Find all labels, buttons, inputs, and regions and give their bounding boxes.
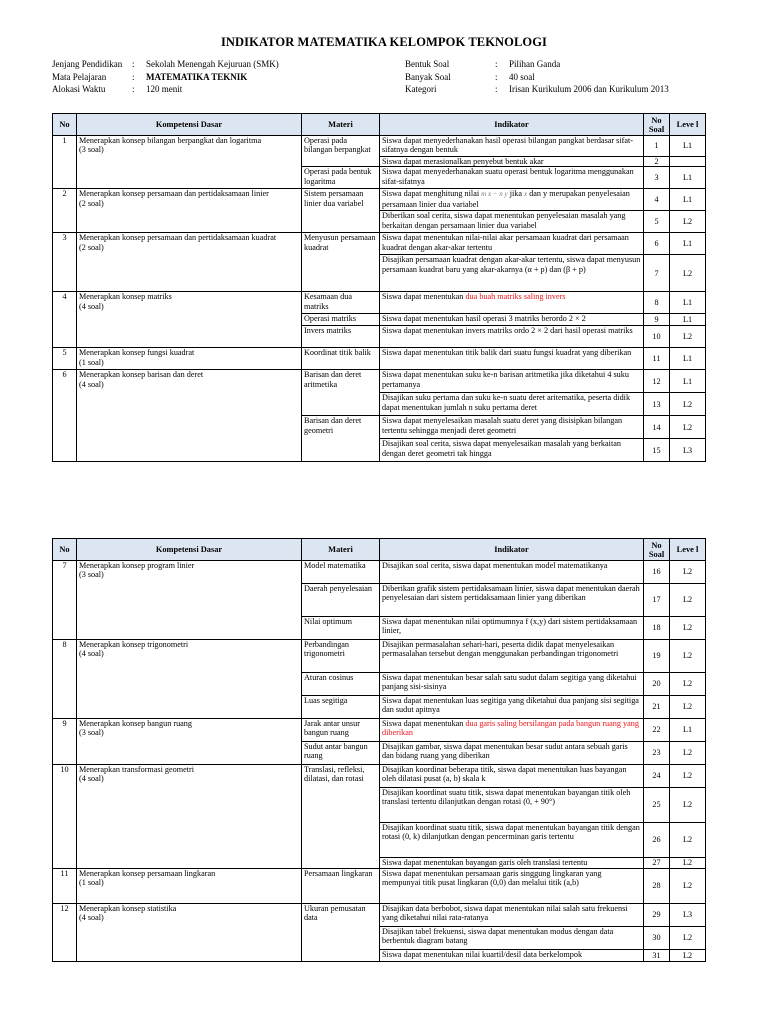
no-soal-cell: 11 [644,348,670,370]
no-soal-cell: 10 [644,326,670,348]
kd-count: (4 soal) [79,379,104,389]
indikator-cell: Siswa dapat menyederhanakan hasil operasi bilangan pangkat berdasar sifat-sifatnya dengan bentuk [380,136,644,157]
table-row [53,561,706,584]
header-materi: Materi [302,539,380,561]
level-cell: L1 [670,136,706,157]
indikator-text: Siswa dapat menentukan [382,719,464,728]
kd-number: 12 [53,904,77,962]
level-cell: L3 [670,439,706,462]
indikator-cell: Siswa dapat menyelesaikan masalah suatu deret yang disisipkan bilangan tertentu sehingga menjadi deret geometri [380,416,644,439]
kd-text: Menerapkan konsep persamaan dan pertidaksamaan kuadrat [79,233,277,243]
meta-value: MATEMATIKA TEKNIK [146,71,248,82]
indikator-cell: Disajikan persamaan kuadrat dengan akar-akar tertentu, siswa dapat menyusun persamaan kuadrat baru yang akar-akarnya (α + p) dan (β + p) [380,255,644,292]
meta-colon: : [495,84,498,94]
meta-row [52,58,279,71]
no-soal-cell: 4 [644,189,670,211]
meta-key: Banyak Soal [405,71,451,82]
no-soal-cell: 14 [644,416,670,439]
table-row [53,869,706,904]
header-materi: Materi [302,114,380,136]
indikator-cell: Disajikan koordinat suatu titik, siswa dapat menentukan bayangan titik dengan rotasi (0, k) dilanjutkan dengan pencerminan garis tertentu [380,823,644,858]
indikator-cell [380,189,644,211]
meta-colon: : [132,84,135,94]
indikator-cell: Disajikan koordinat suatu titik, siswa dapat menentukan bayangan titik oleh translasi tertentu dilanjutkan dengan rotasi (0, + 90°) [380,788,644,823]
indikator-cell: Siswa dapat menentukan invers matriks ordo 2 × 2 dari hasil operasi matriks [380,326,644,348]
no-soal-cell: 18 [644,617,670,640]
materi-cell: Operasi pada bilangan berpangkat [302,136,380,167]
level-cell: L2 [670,326,706,348]
meta-value: Pilihan Ganda [509,59,561,69]
indikator-cell: Siswa dapat menentukan luas segitiga yang diketahui dua panjang sisi segitiga dan sudut apitnya [380,696,644,719]
materi-cell: Daerah penyelesaian [302,584,380,617]
level-cell: L1 [670,370,706,393]
meta-key: Jenjang Pendidikan [52,59,123,69]
no-soal-cell: 12 [644,370,670,393]
no-soal-cell: 15 [644,439,670,462]
indikator-cell: Disajikan soal cerita, siswa dapat menyelesaikan masalah yang berkaitan dengan deret geometri tak hingga [380,439,644,462]
level-cell: L2 [670,255,706,292]
kd-number: 7 [53,561,77,640]
kd-text: Menerapkan konsep statistika [79,904,177,913]
meta-value: 40 soal [509,71,535,82]
no-soal-cell: 29 [644,904,670,927]
meta-row [405,83,669,96]
kd-text: Menerapkan konsep bilangan berpangkat dan logaritma [79,136,262,145]
meta-colon: : [132,59,135,69]
indikator-cell: Siswa dapat menentukan nilai kuartil/desil data berkelompok [380,950,644,962]
table-row [53,904,706,927]
kd-cell [77,348,302,370]
table-row [53,640,706,673]
table-row [53,719,706,742]
level-cell: L3 [670,904,706,927]
kd-text: Menerapkan konsep fungsi kuadrat [79,348,195,358]
kd-count: (4 soal) [79,774,104,784]
indikator-cell: Siswa dapat menentukan nilai-nilai akar persamaan kuadrat dari persamaan kuadrat dengan akar-akar tertentu [380,233,644,255]
indikator-cell: Siswa dapat menentukan nilai optimumnya f (x,y) dari sistem pertidaksamaan linier, [380,617,644,640]
materi-cell: Sudut antar bangun ruang [302,742,380,765]
no-soal-cell: 1 [644,136,670,157]
materi-cell: Translasi, refleksi, dilatasi, dan rotasi [302,765,380,869]
no-soal-cell: 3 [644,167,670,189]
materi-cell: Ukuran pemusatan data [302,904,380,962]
table-row [53,765,706,788]
header-indikator: Indikator [380,539,644,561]
table-row [53,233,706,255]
materi-cell: Luas segitiga [302,696,380,719]
kd-text: Menerapkan konsep trigonometri [79,640,189,649]
table-header-row [53,114,706,136]
table-row [53,370,706,393]
kd-cell [77,719,302,765]
meta-value: Irisan Kurikulum 2006 dan Kurikulum 2013 [509,84,669,94]
no-soal-cell: 23 [644,742,670,765]
indikator-cell [380,292,644,314]
no-soal-cell: 19 [644,640,670,673]
meta-key: Bentuk Soal [405,59,450,69]
kd-number: 8 [53,640,77,719]
indikator-cell: Disajikan koordinat beberapa titik, siswa dapat menentukan luas bayangan oleh dilatasi pusat (a, b) skala k [380,765,644,788]
kd-count: (2 soal) [79,242,104,252]
level-cell: L1 [670,314,706,326]
meta-value: Sekolah Menengah Kejuruan (SMK) [146,59,279,69]
kd-text: Menerapkan konsep matriks [79,292,172,302]
indikator-cell: Disajikan tabel frekuensi, siswa dapat menentukan modus dengan data berbentuk diagram batang [380,927,644,950]
indikator-cell [380,719,644,742]
materi-cell: Operasi pada bentuk logaritma [302,167,380,189]
level-cell: L2 [670,869,706,904]
materi-cell: Kesamaan dua matriks [302,292,380,314]
no-soal-cell: 21 [644,696,670,719]
level-cell: L2 [670,950,706,962]
kd-cell [77,640,302,719]
level-cell: L2 [670,617,706,640]
kd-cell [77,136,302,189]
indikator-cell: Disajikan permasalahan sehari-hari, peserta didik dapat menyelesaikan permasalahan tersebut dengan menggunakan perbandingan trigonometri [380,640,644,673]
kd-cell [77,233,302,292]
table-row [53,348,706,370]
kd-number: 2 [53,189,77,233]
header-kompetensi: Kompetensi Dasar [77,114,302,136]
no-soal-cell: 28 [644,869,670,904]
indikator-cell: Siswa dapat menentukan persamaan garis singgung lingkaran yang mempunyai titik pusat lingkaran (0,0) dan melalui titik (a,b) [380,869,644,904]
materi-cell: Operasi matriks [302,314,380,326]
meta-key: Kategori [405,84,437,94]
header-level: Leve l [670,114,706,136]
level-cell: L2 [670,393,706,416]
indikator-cell: Disajikan gambar, siswa dapat menentukan besar sudut antara sebuah garis dan bidang ruang yang diberikan [380,742,644,765]
kd-text: Menerapkan transformasi geometri [79,765,195,774]
no-soal-cell: 7 [644,255,670,292]
header-kompetensi: Kompetensi Dasar [77,539,302,561]
materi-cell: Jarak antar unsur bangun ruang [302,719,380,742]
level-cell: L2 [670,640,706,673]
no-soal-cell: 25 [644,788,670,823]
indikator-cell: Diberikan grafik sistem pertidaksamaan linier, siswa dapat menentukan daerah penyelesaian dari sistem pertidaksamaan linier yang diberikan [380,584,644,617]
no-soal-cell: 2 [644,157,670,167]
materi-cell: Aturan cosinus [302,673,380,696]
indikator-text: Siswa dapat menghitung nilai [382,189,480,199]
level-cell: L1 [670,292,706,314]
no-soal-cell: 5 [644,211,670,233]
kd-count: (4 soal) [79,913,104,923]
level-cell: L2 [670,211,706,233]
no-soal-cell: 26 [644,823,670,858]
no-soal-cell: 13 [644,393,670,416]
level-cell: L2 [670,858,706,869]
indikator-cell: Siswa dapat menentukan titik balik dari suatu fungsi kuadrat yang diberikan [380,348,644,370]
materi-cell: Koordinat titik balik [302,348,380,370]
level-cell: L2 [670,765,706,788]
meta-row [52,83,279,96]
meta-row [405,71,669,84]
no-soal-cell: 27 [644,858,670,869]
header-no-soal: No Soal [644,114,670,136]
level-cell: L2 [670,823,706,858]
kd-number: 3 [53,233,77,292]
level-cell: L2 [670,696,706,719]
no-soal-cell: 30 [644,927,670,950]
level-cell: L2 [670,673,706,696]
header-no-soal: No Soal [644,539,670,561]
kd-text: Menerapkan konsep persamaan dan pertidaksamaan linier [79,189,269,199]
indikator-cell: Siswa dapat menyederhanakan suatu operasi bentuk logaritma menggunakan sifat-sifatnya [380,167,644,189]
kd-number: 6 [53,370,77,462]
kd-count: (2 soal) [79,198,104,208]
level-cell: L1 [670,233,706,255]
no-soal-cell: 24 [644,765,670,788]
no-soal-cell: 9 [644,314,670,326]
indikator-text: dan y merupakan penyelesaian persamaan linier dua variabel [382,189,630,209]
kd-number: 9 [53,719,77,765]
no-soal-cell: 17 [644,584,670,617]
meta-row [52,71,279,84]
kd-text: Menerapkan konsep bangun ruang [79,719,192,728]
kd-count: (1 soal) [79,357,104,367]
header-indikator: Indikator [380,114,644,136]
meta-colon: : [495,59,498,69]
indikator-cell: Siswa dapat menentukan suku ke-n barisan aritmetika jika diketahui 4 suku pertamanya [380,370,644,393]
meta-value: 120 menit [146,84,183,94]
kd-count: (3 soal) [79,728,104,738]
table-row [53,136,706,157]
materi-cell: Sistem persamaan linier dua variabel [302,189,380,233]
level-cell: L1 [670,719,706,742]
no-soal-cell: 22 [644,719,670,742]
level-cell: L2 [670,584,706,617]
indikator-cell: Disajikan soal cerita, siswa dapat menentukan model matematikanya [380,561,644,584]
meta-key: Mata Pelajaran [52,71,107,82]
header-no: No [53,114,77,136]
indikator-cell: Siswa dapat menentukan besar salah satu sudut dalam segitiga yang diketahui panjang sisi-sisinya [380,673,644,696]
indicator-table-2 [52,538,706,962]
kd-number: 10 [53,765,77,869]
meta-right [405,58,669,96]
materi-cell: Perbandingan trigonometri [302,640,380,673]
materi-cell: Barisan dan deret geometri [302,416,380,462]
table-row [53,189,706,211]
highlight-text: dua buah matriks saling invers [465,292,566,302]
meta-left [52,58,279,96]
math-expression: m x − n y [481,190,508,199]
kd-count: (3 soal) [79,145,104,155]
indikator-cell: Siswa dapat menentukan bayangan garis oleh translasi tertentu [380,858,644,869]
kd-count: (4 soal) [79,649,104,659]
level-cell: L1 [670,167,706,189]
level-cell: L2 [670,561,706,584]
level-cell: L1 [670,348,706,370]
table-row [53,292,706,314]
level-cell: L2 [670,788,706,823]
kd-cell [77,869,302,904]
materi-cell: Nilai optimum [302,617,380,640]
no-soal-cell: 20 [644,673,670,696]
kd-cell [77,765,302,869]
kd-cell [77,370,302,462]
level-cell: L1 [670,189,706,211]
meta-colon: : [495,71,498,82]
no-soal-cell: 8 [644,292,670,314]
highlight-text: dua garis saling bersilangan pada bangun ruang yang diberikan [382,719,639,738]
level-cell: L2 [670,742,706,765]
meta-colon: : [132,71,135,82]
header-no: No [53,539,77,561]
kd-number: 5 [53,348,77,370]
kd-text: Menerapkan konsep barisan dan deret [79,370,204,380]
kd-count: (4 soal) [79,301,104,311]
indicator-table-1 [52,113,706,462]
no-soal-cell: 31 [644,950,670,962]
materi-cell: Menyusun persamaan kuadrat [302,233,380,292]
page-title: INDIKATOR MATEMATIKA KELOMPOK TEKNOLOGI [220,35,548,49]
indikator-cell: Disajikan suku pertama dan suku ke-n suatu deret aritematika, peserta didik dapat menentukan jumlah n suku pertama deret [380,393,644,416]
level-cell: L2 [670,416,706,439]
no-soal-cell: 6 [644,233,670,255]
indikator-cell: Disajikan data berbobot, siswa dapat menentukan nilai salah satu frekuensi yang diketahui nilai rata-ratanya [380,904,644,927]
indikator-text: Siswa dapat menentukan [382,292,464,302]
table-header-row [53,539,706,561]
kd-cell [77,904,302,962]
indikator-text: jika [509,189,522,199]
math-expression: x [524,190,528,199]
materi-cell: Model matematika [302,561,380,584]
meta-key: Alokasi Waktu [52,84,106,94]
materi-cell: Persamaan lingkaran [302,869,380,904]
level-cell: L2 [670,927,706,950]
kd-cell [77,292,302,348]
indikator-cell: Siswa dapat merasionalkan penyebut bentuk akar [380,157,644,167]
meta-row [405,58,669,71]
level-cell [670,157,706,167]
materi-cell: Invers matriks [302,326,380,348]
indikator-cell: Siswa dapat menentukan hasil operasi 3 matriks berordo 2 × 2 [380,314,644,326]
no-soal-cell: 16 [644,561,670,584]
kd-text: Menerapkan konsep persamaan lingkaran [79,869,216,878]
kd-cell [77,561,302,640]
kd-number: 4 [53,292,77,348]
kd-cell [77,189,302,233]
kd-count: (3 soal) [79,570,104,580]
kd-number: 11 [53,869,77,904]
indikator-cell: Diberikan soal cerita, siswa dapat menentukan penyelesaian masalah yang berkaitan dengan persamaan linier dua variabel [380,211,644,233]
kd-number: 1 [53,136,77,189]
kd-text: Menerapkan konsep program linier [79,561,195,570]
materi-cell: Barisan dan deret aritmetika [302,370,380,416]
kd-count: (1 soal) [79,878,104,888]
header-level: Leve l [670,539,706,561]
